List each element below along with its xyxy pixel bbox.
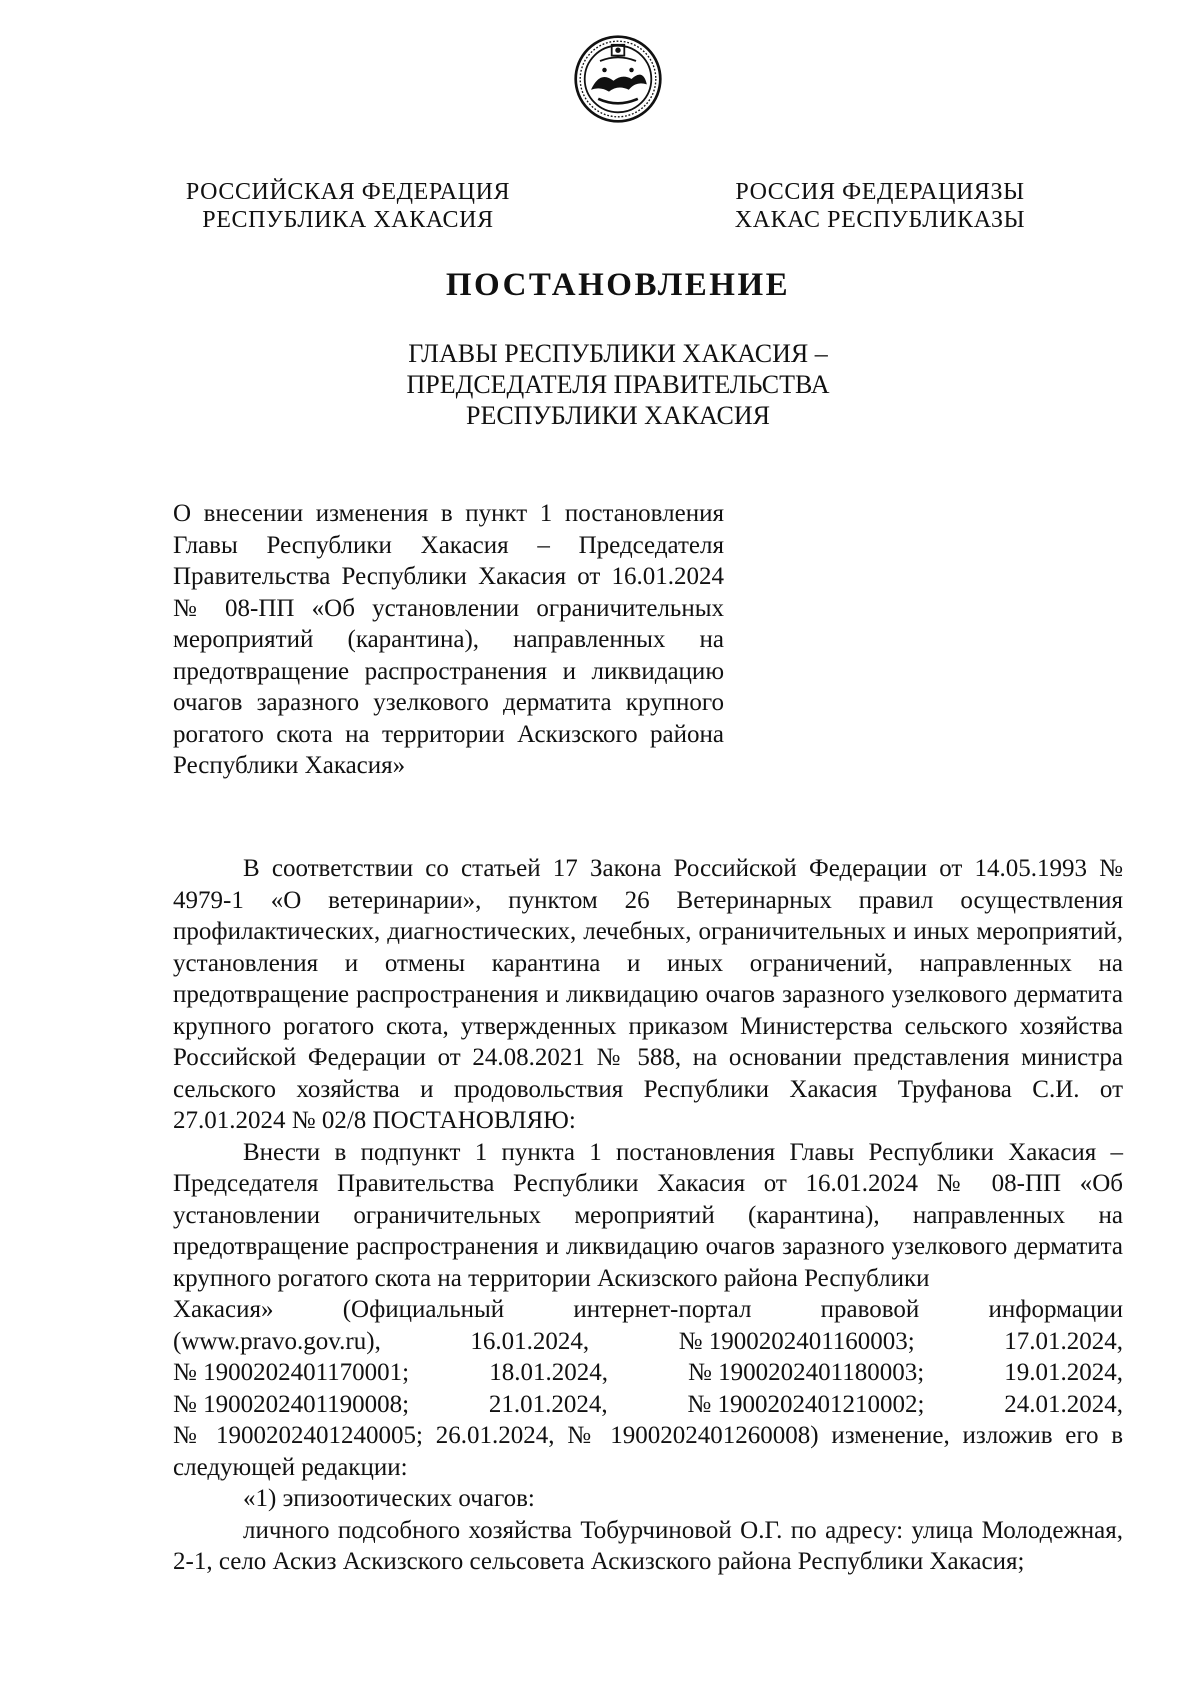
header-right-line1: РОССИЯ ФЕДЕРАЦИЯЗЫ <box>735 179 1025 205</box>
issuer-line2: ПРЕДСЕДАТЕЛЯ ПРАВИТЕЛЬСТВА <box>406 370 830 399</box>
reference-cell: № 1900202401210002; <box>687 1390 925 1418</box>
line-word: (Официальный <box>342 1296 505 1323</box>
reference-cell: № 1900202401170001; <box>173 1359 410 1386</box>
line-word: правовой <box>820 1296 920 1323</box>
header-left-line1: РОССИЙСКАЯ ФЕДЕРАЦИЯ <box>185 179 511 205</box>
reference-cell: 21.01.2024, <box>488 1390 608 1418</box>
line-word: интернет-портал <box>573 1296 752 1323</box>
issuer-line3: РЕСПУБЛИКИ ХАКАСИЯ <box>465 401 770 430</box>
reference-cell: 17.01.2024, <box>1004 1327 1123 1355</box>
document-subject: О внесении изменения в пункт 1 постановления Главы Республики Хакасия – Председателя Правительства Республики Хакасия от 16.01.2024 № 08-ПП «Об установлении ограничительных мероприятий (карантина), направленных на предотвращение распространения и ликвидацию очагов заразного узелкового дерматита крупного рогатого скота на территории Аскизского района Республики Хакасия» <box>173 500 724 779</box>
header-khakas <box>715 178 1045 234</box>
issuer-line1: ГЛАВЫ РЕСПУБЛИКИ ХАКАСИЯ – <box>408 339 828 368</box>
reference-cell: 16.01.2024, <box>470 1327 590 1355</box>
header-right-line2: ХАКАС РЕСПУБЛИКАЗЫ <box>734 207 1026 233</box>
line-word: информации <box>988 1296 1123 1323</box>
reference-cell: 19.01.2024, <box>1004 1359 1123 1386</box>
reference-row <box>173 1326 1123 1358</box>
reference-cell: № 1900202401180003; <box>688 1359 925 1386</box>
khakassia-coat-of-arms-icon <box>573 34 663 124</box>
document-issuer <box>0 338 1200 431</box>
line-word: Хакасия» <box>173 1296 274 1323</box>
document-type: ПОСТАНОВЛЕНИЕ <box>445 267 791 303</box>
body-paragraph-preamble: В соответствии со статьей 17 Закона Российской Федерации от 14.05.1993 № 4979-1 «О ветеринарии», пунктом 26 Ветеринарных правил осуществления профилактических, диагностических, лечебных, ограничительных и иных мероприятий, установления и отмены карантина и иных ограничений, направленных на предотвращение распространения и ликвидацию очагов заразного узелкового дерматита крупного рогатого скота, утвержденных приказом Министерства сельского хозяйства Российской Федерации от 24.08.2021 № 588, на основании представления министра сельского хозяйства и продовольствия Республики Хакасия Труфанова С.И. от 27.01.2024 № 02/8 ПОСТАНОВЛЯЮ: <box>173 855 1123 1134</box>
header-russian <box>178 178 518 234</box>
document-body <box>173 853 1123 1578</box>
body-paragraph-foci-heading: «1) эпизоотических очагов: <box>243 1485 535 1512</box>
body-paragraph-foci-item: личного подсобного хозяйства Тобурчиновой О.Г. по адресу: улица Молодежная, 2-1, село Аскиз Аскизского сельсовета Аскизского района Республики Хакасия; <box>173 1516 1123 1575</box>
reference-cell: 18.01.2024, <box>489 1359 608 1386</box>
reference-row <box>173 1357 1123 1389</box>
amendment-line-words <box>173 1294 1123 1326</box>
reference-cell: 24.01.2024, <box>1004 1390 1123 1418</box>
reference-row <box>173 1389 1123 1421</box>
reference-cell: № 1900202401190008; <box>173 1390 410 1418</box>
body-paragraph-amendment-intro: Внести в подпункт 1 пункта 1 постановления Главы Республики Хакасия – Председателя Правительства Республики Хакасия от 16.01.2024 № 08-ПП «Об установлении ограничительных мероприятий (карантина), направленных на предотвращение распространения и ликвидацию очагов заразного узелкового дерматита крупного рогатого скота на территории Аскизского района Республики <box>173 1138 1123 1292</box>
reference-cell: (www.pravo.gov.ru), <box>173 1327 381 1355</box>
reference-cell: № 1900202401160003; <box>678 1327 915 1355</box>
header-left-line2: РЕСПУБЛИКА ХАКАСИЯ <box>202 207 494 233</box>
body-paragraph-amendment-tail: № 1900202401240005; 26.01.2024, № 1900202401260008) изменение, изложив его в следующей редакции: <box>173 1422 1123 1481</box>
